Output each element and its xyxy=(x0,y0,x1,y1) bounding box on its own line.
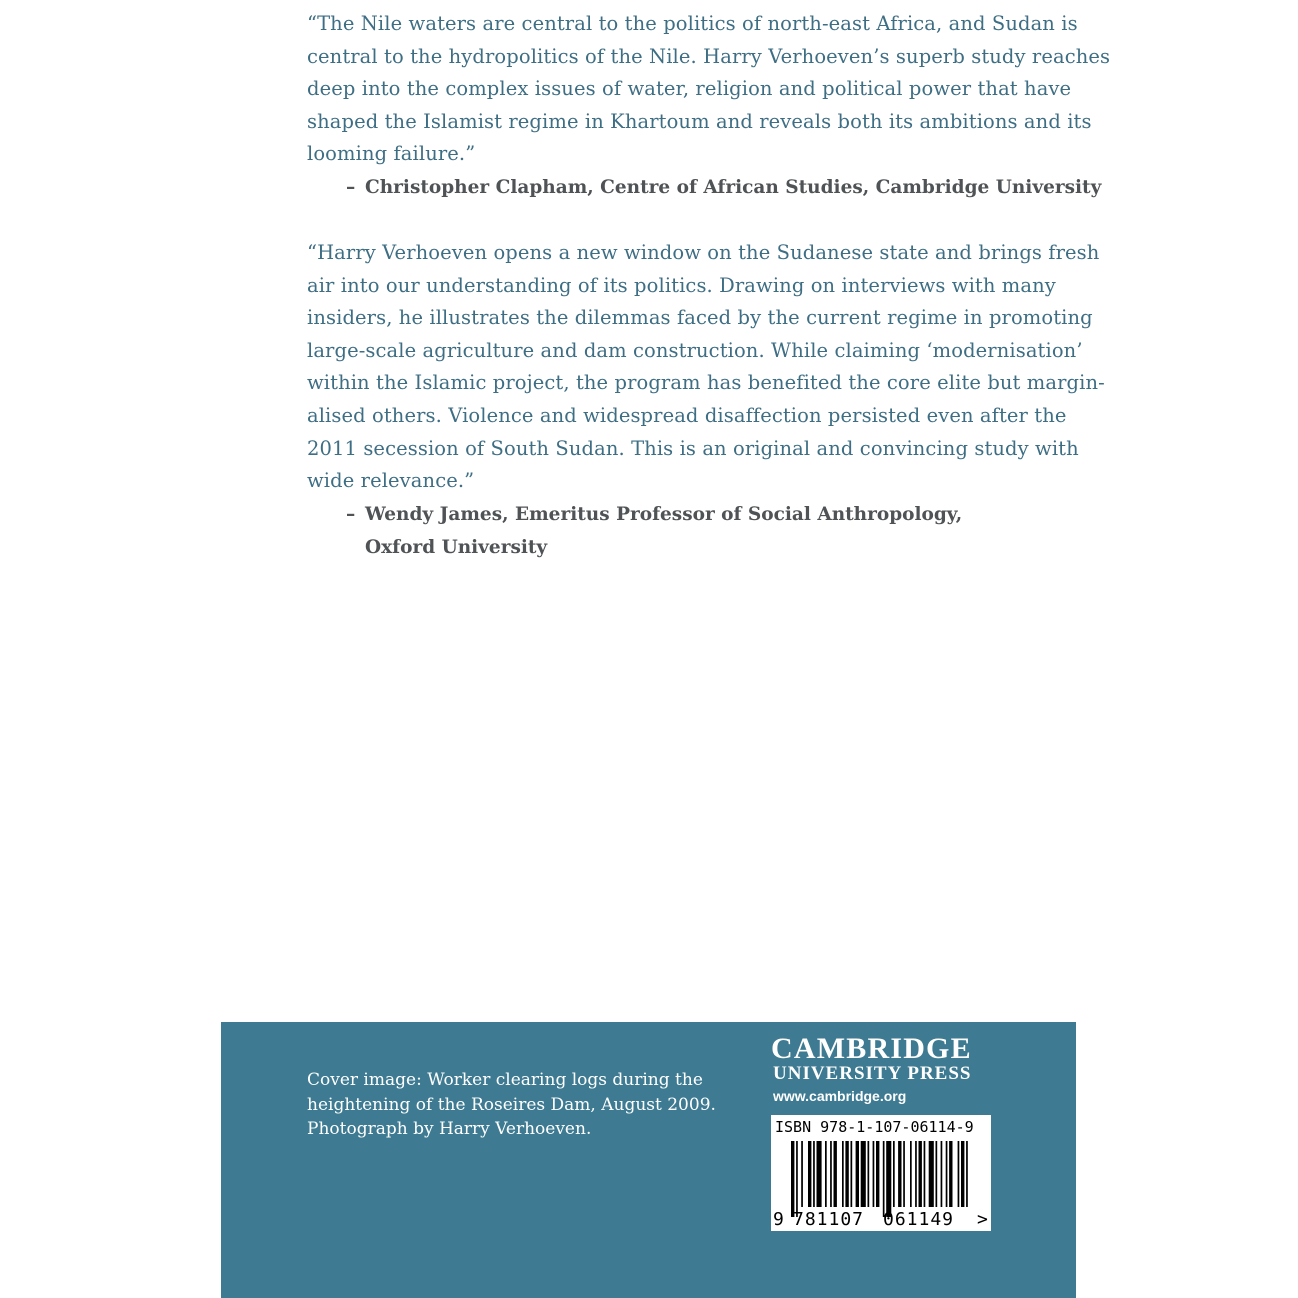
barcode-bar xyxy=(941,1141,943,1207)
quote-1 xyxy=(307,8,1111,171)
barcode-digit-first: 9 xyxy=(773,1209,784,1230)
publisher-website: www.cambridge.org xyxy=(773,1088,907,1104)
barcode-bar xyxy=(966,1141,968,1207)
barcode-bar xyxy=(873,1141,875,1207)
quote-2-line: wide relevance.” xyxy=(307,469,475,493)
cover-image-credit xyxy=(307,1068,716,1142)
barcode-bar xyxy=(949,1141,952,1207)
quote-2-attribution xyxy=(346,499,962,564)
barcode-bar xyxy=(796,1141,798,1217)
attribution-text-line1: Wendy James, Emeritus Professor of Social Anthropology, xyxy=(365,504,963,525)
barcode-bar xyxy=(813,1141,815,1207)
barcode-bar xyxy=(842,1141,844,1207)
quote-2-line: within the Islamic project, the program has benefited the core elite but margin- xyxy=(307,371,1105,395)
barcode-bar xyxy=(903,1141,905,1207)
barcode-bar xyxy=(915,1141,917,1207)
isbn-barcode xyxy=(771,1115,991,1231)
quote-2-line: “Harry Verhoeven opens a new window on the Sudanese state and brings fresh xyxy=(307,241,1100,264)
quote-1-line: shaped the Islamist regime in Khartoum and reveals both its ambitions and its xyxy=(307,109,1092,133)
barcode-bar xyxy=(958,1141,960,1207)
barcode-bar xyxy=(845,1141,848,1207)
barcode-bar xyxy=(830,1141,832,1207)
credit-line: heightening of the Roseires Dam, August 2009. xyxy=(307,1094,716,1115)
barcode-bar xyxy=(856,1141,859,1207)
barcode-bar xyxy=(851,1141,853,1207)
isbn-label: ISBN 978-1-107-06114-9 xyxy=(775,1118,974,1136)
barcode-digits-right: 061149 xyxy=(883,1209,955,1230)
quote-2-line: 2011 secession of South Sudan. This is an original and convincing study with xyxy=(307,436,1079,460)
barcode-bar xyxy=(961,1141,964,1207)
barcode-bar xyxy=(861,1141,866,1207)
barcode-bar xyxy=(898,1141,901,1207)
barcode-bar xyxy=(808,1141,811,1207)
barcode-bar xyxy=(886,1141,891,1217)
quote-1-line: central to the hydropolitics of the Nile. Harry Verhoeven’s superb study reaches xyxy=(307,44,1111,68)
quote-1-line: “The Nile waters are central to the politics of north-east Africa, and Sudan is xyxy=(307,12,1078,35)
quote-2-line: air into our understanding of its politics. Drawing on interviews with many xyxy=(307,273,1056,297)
barcode-digits-left: 781107 xyxy=(793,1209,865,1230)
attribution-dash: – xyxy=(346,177,356,198)
barcode-bar xyxy=(834,1141,837,1207)
credit-line: Photograph by Harry Verhoeven. xyxy=(307,1119,592,1139)
quote-2 xyxy=(307,237,1105,498)
barcode-bar xyxy=(910,1141,912,1207)
attribution-text: Christopher Clapham, Centre of African Studies, Cambridge University xyxy=(365,177,1102,198)
quote-1-line: deep into the complex issues of water, religion and political power that have xyxy=(307,77,1072,101)
barcode-bar xyxy=(936,1141,938,1207)
attribution-dash: – xyxy=(346,504,356,525)
barcode-bar xyxy=(791,1141,794,1217)
quote-1-line: looming failure.” xyxy=(307,142,476,166)
barcode-quiet-mark: > xyxy=(977,1209,988,1230)
quote-2-line: insiders, he illustrates the dilemmas faced by the current regime in promoting xyxy=(307,306,1093,330)
barcode-bar xyxy=(801,1141,803,1207)
barcode-bar xyxy=(919,1141,922,1207)
barcode-bar xyxy=(876,1141,879,1207)
publisher-band xyxy=(221,1022,1076,1298)
barcode-bar xyxy=(868,1141,870,1207)
attribution-text-line2: Oxford University xyxy=(365,536,548,558)
barcode-bar xyxy=(929,1141,934,1207)
barcode-bar xyxy=(817,1141,822,1207)
publisher-logo-subtitle: UNIVERSITY PRESS xyxy=(773,1063,972,1084)
barcode-bar xyxy=(924,1141,926,1207)
credit-line: Cover image: Worker clearing logs during the xyxy=(307,1070,703,1090)
barcode-bar xyxy=(946,1141,948,1207)
barcode-bar xyxy=(893,1141,895,1207)
publisher-logo-name: CAMBRIDGE xyxy=(771,1032,972,1065)
barcode-bar xyxy=(883,1141,885,1217)
quote-2-line: alised others. Violence and widespread disaffection persisted even after the xyxy=(307,403,1067,427)
barcode-bar xyxy=(825,1141,827,1207)
quote-2-line: large-scale agriculture and dam construction. While claiming ‘modernisation’ xyxy=(307,338,1083,362)
quote-1-attribution xyxy=(346,172,1101,205)
